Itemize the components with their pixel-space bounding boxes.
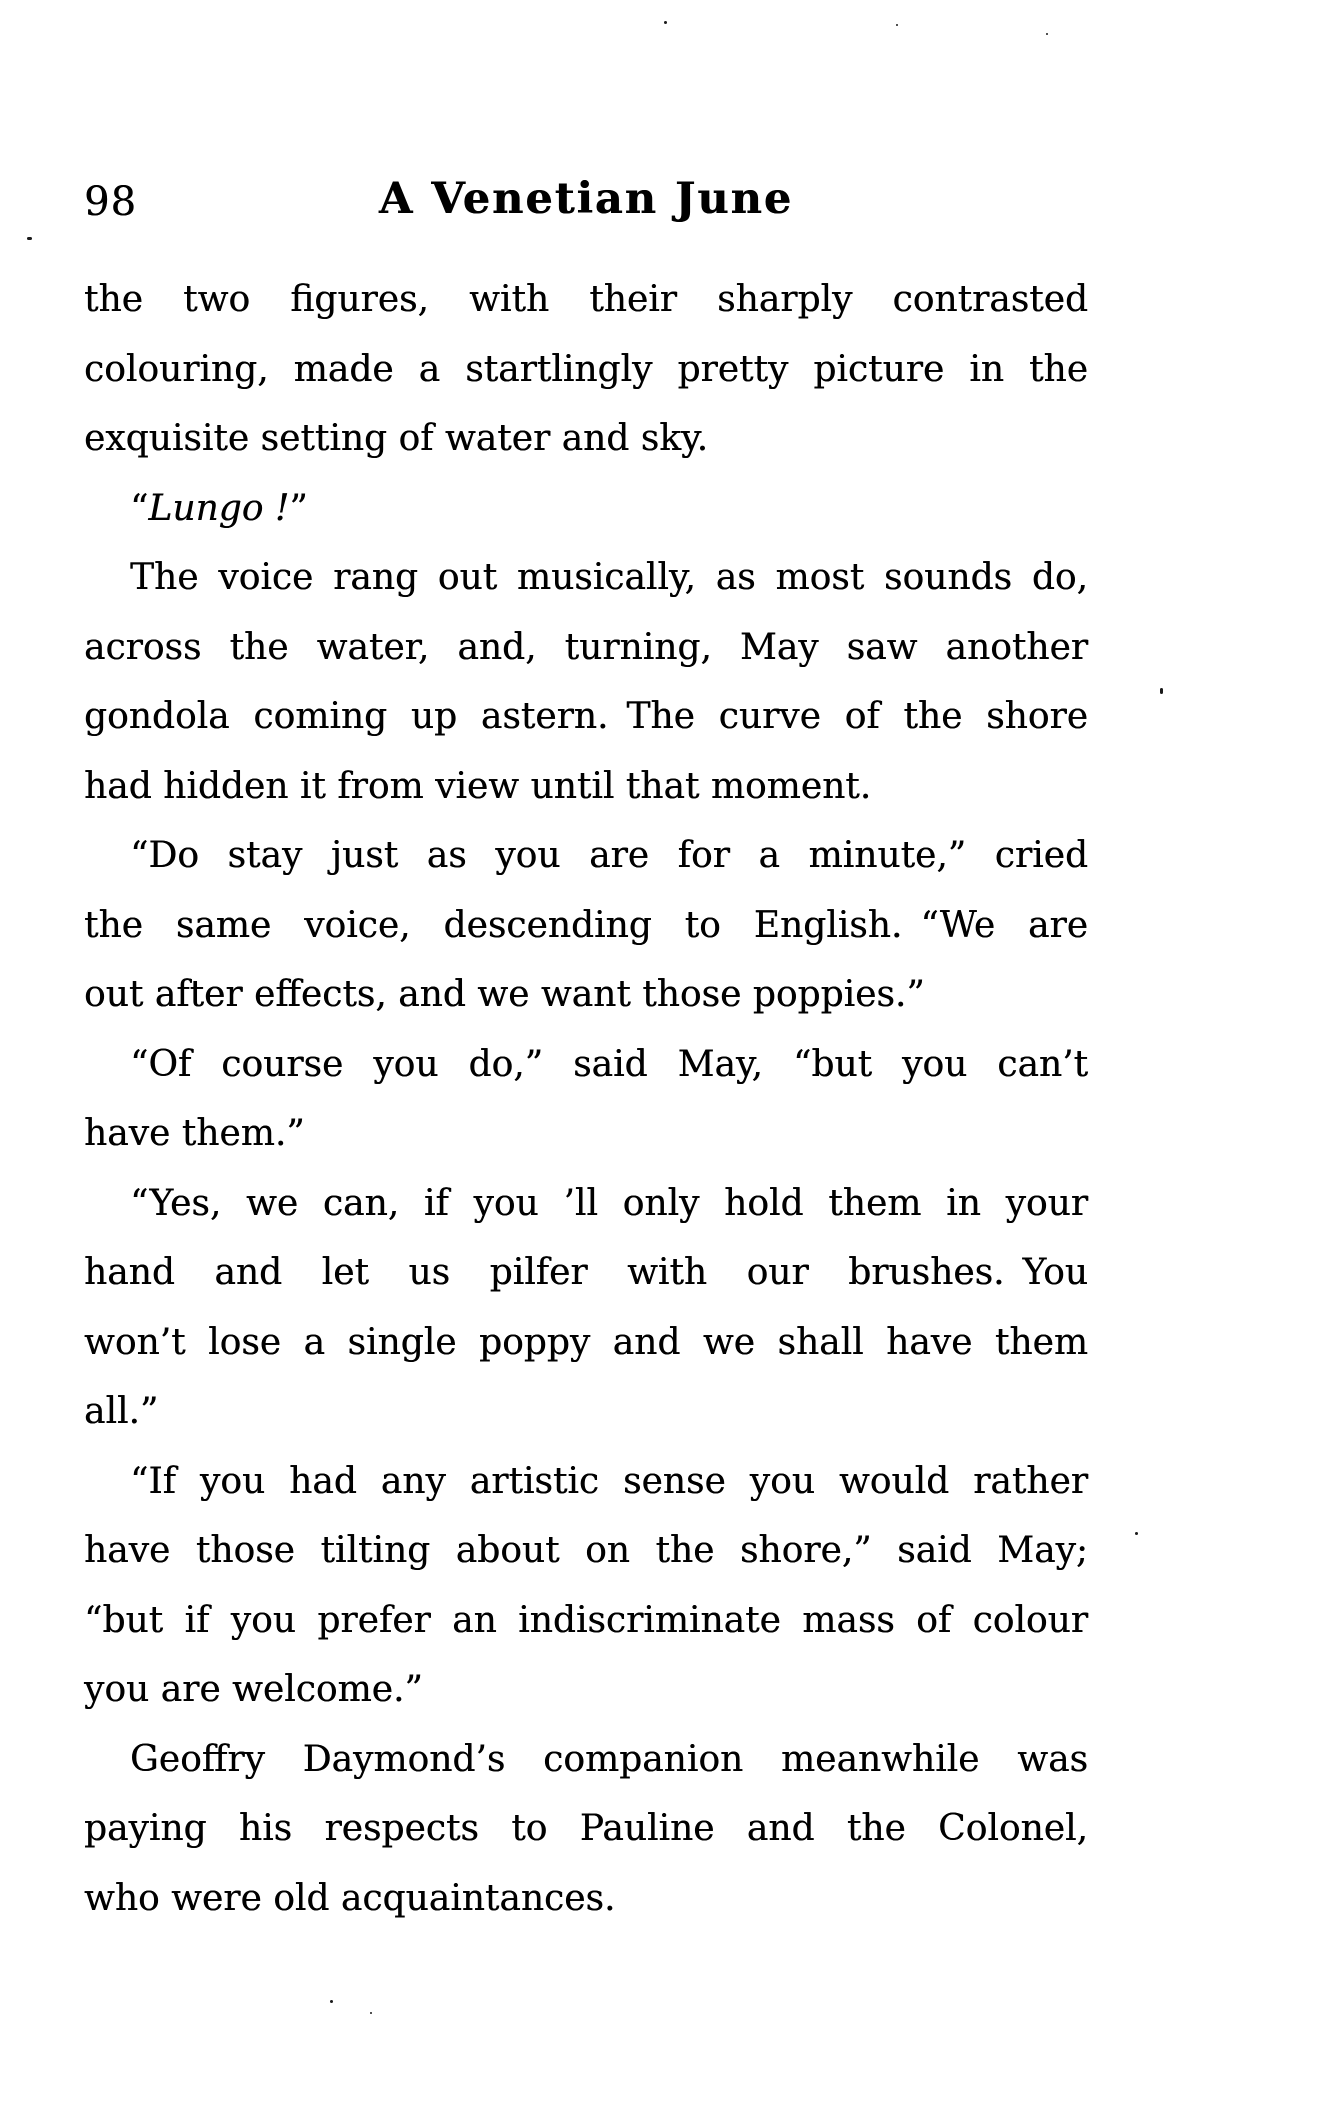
text-segment: paying his respects to Pauline and the Colonel,	[84, 1808, 1088, 1849]
text-line	[84, 752, 1088, 822]
text-segment: who were old acquaintances.	[84, 1877, 616, 1919]
text-line	[84, 1586, 1088, 1656]
text-line	[84, 1725, 1088, 1795]
text-line	[84, 1864, 1088, 1934]
text-segment: won’t lose a single poppy and we shall have them	[84, 1321, 1088, 1363]
text-line	[84, 1169, 1088, 1239]
text-line	[84, 543, 1088, 613]
text-segment: the same voice, descending to English. “We are	[84, 904, 1088, 946]
text-line	[84, 682, 1088, 752]
text-segment: hand and let us pilfer with our brushes. You	[84, 1252, 1088, 1293]
text-segment: “Of course you do,” said May, “but you can’t	[130, 1043, 1088, 1085]
text-segment: have them.”	[84, 1113, 305, 1154]
text-segment: all.”	[84, 1391, 159, 1432]
text-segment: The voice rang out musically, as most sounds do,	[130, 557, 1088, 598]
text-line	[84, 1516, 1088, 1586]
scan-speck	[1160, 688, 1163, 694]
text-segment: across the water, and, turning, May saw another	[84, 626, 1088, 668]
scan-speck	[27, 237, 32, 240]
body-text	[84, 265, 1088, 1933]
running-header	[84, 174, 1088, 230]
text-line	[84, 1794, 1088, 1864]
text-line	[84, 1238, 1088, 1308]
text-segment: exquisite setting of water and sky.	[84, 418, 709, 459]
text-line	[84, 1447, 1088, 1517]
text-line	[84, 1099, 1088, 1169]
text-line	[84, 404, 1088, 474]
text-segment: “but if you prefer an indiscriminate mass of colour	[84, 1599, 1088, 1641]
text-segment: Geoffry Daymond’s companion meanwhile was	[130, 1738, 1088, 1780]
text-line	[84, 960, 1088, 1030]
text-line	[84, 265, 1088, 335]
text-segment: have those tilting about on the shore,” said May;	[84, 1530, 1088, 1571]
text-segment: gondola coming up astern. The curve of the shore	[84, 696, 1088, 737]
text-segment: out after effects, and we want those poppies.”	[84, 974, 925, 1015]
text-segment: you are welcome.”	[84, 1669, 423, 1710]
text-line	[84, 613, 1088, 683]
text-segment: had hidden it from view until that moment.	[84, 765, 872, 807]
text-segment: “Do stay just as you are for a minute,” cried	[130, 835, 1088, 876]
text-line	[84, 1030, 1088, 1100]
text-line	[84, 891, 1088, 961]
text-segment: “Yes, we can, if you ’ll only hold them in your	[130, 1182, 1088, 1224]
scan-speck	[1046, 33, 1048, 35]
text-segment: “	[130, 487, 149, 529]
text-line	[84, 1655, 1088, 1725]
scan-speck	[370, 2012, 372, 2014]
text-line	[84, 474, 1088, 544]
text-segment: the two figures, with their sharply contrasted	[84, 279, 1088, 320]
scan-speck	[664, 21, 667, 24]
page-number: 98	[84, 179, 137, 225]
scan-speck	[896, 24, 898, 26]
scan-speck	[1135, 1532, 1138, 1535]
italic-text: Lungo !	[148, 487, 290, 529]
book-title: A Venetian June	[378, 174, 794, 224]
text-line	[84, 821, 1088, 891]
scan-speck	[330, 2000, 333, 2003]
text-line	[84, 1308, 1088, 1378]
text-segment: “If you had any artistic sense you would rather	[130, 1460, 1088, 1502]
text-segment: ”	[289, 487, 308, 529]
text-line	[84, 335, 1088, 405]
text-segment: colouring, made a startlingly pretty picture in the	[84, 348, 1088, 390]
text-line	[84, 1377, 1088, 1447]
